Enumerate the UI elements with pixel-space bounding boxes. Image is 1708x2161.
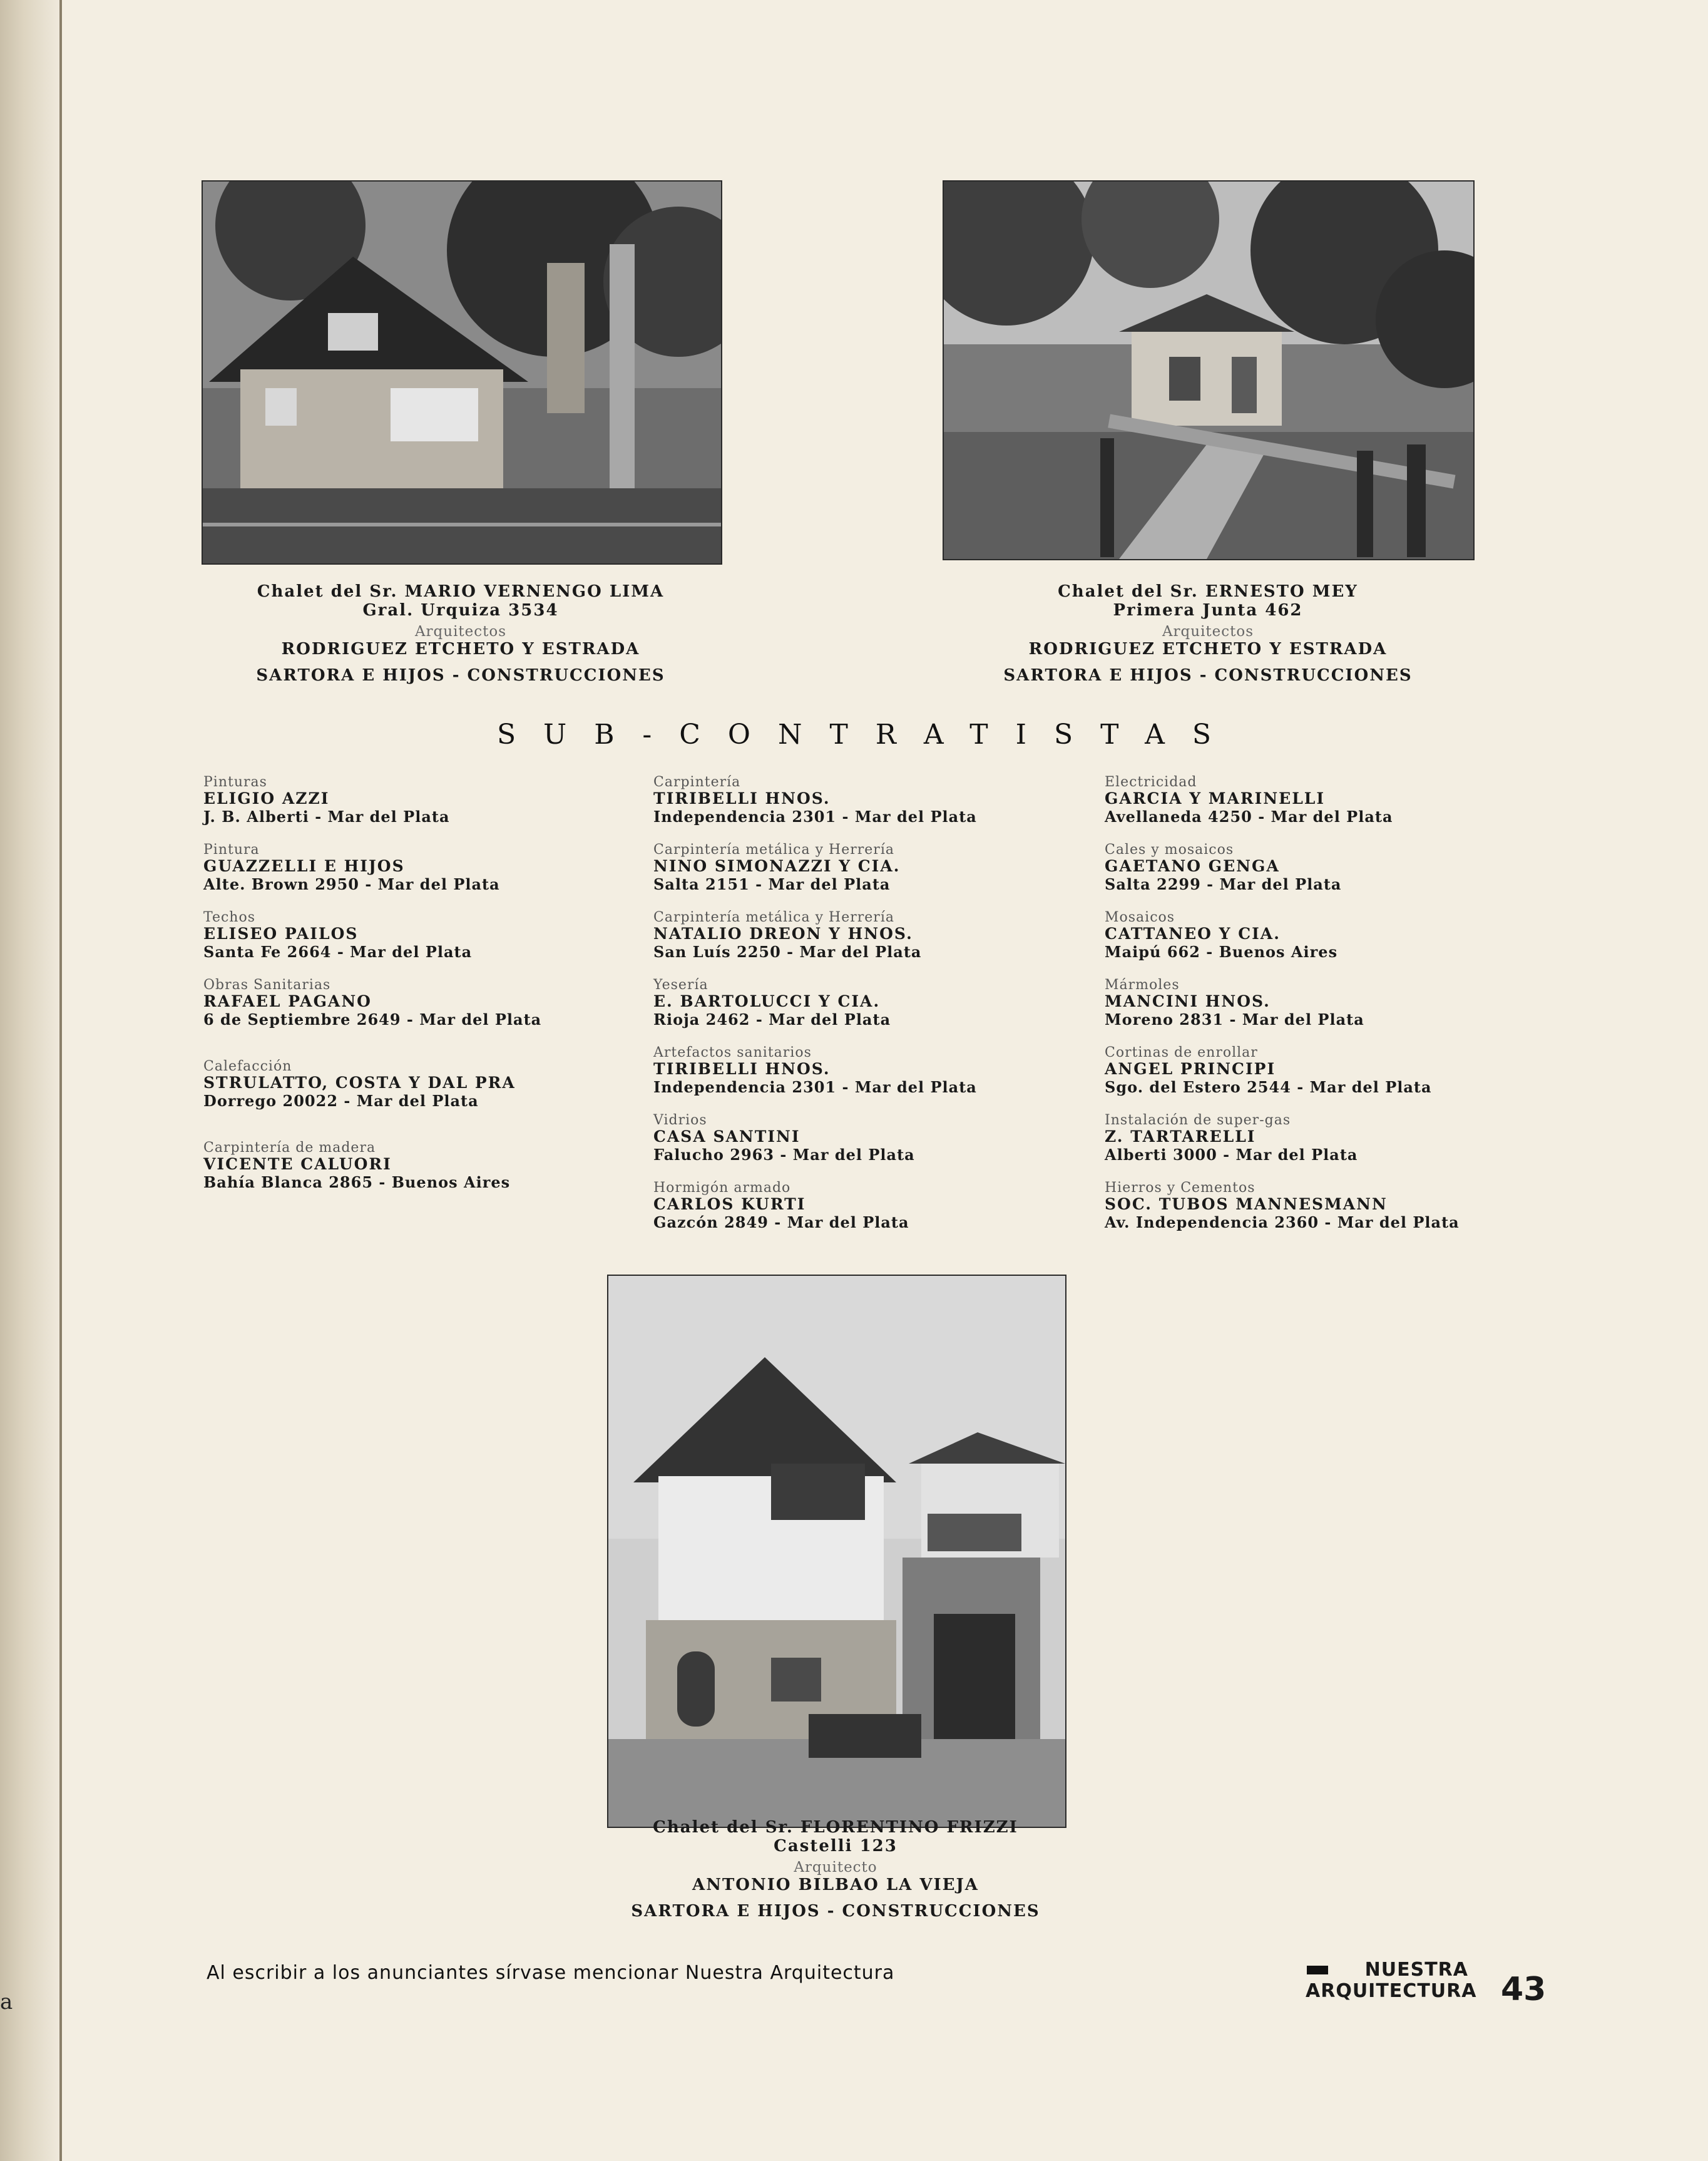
company-name: GARCIA Y MARINELLI [1105,789,1326,808]
company-name: GUAZZELLI E HIJOS [203,857,405,875]
trade-category: Vidrios [653,1112,707,1128]
subcontractor-entry [653,978,1079,1045]
company-address: Santa Fe 2664 - Mar del Plata [203,943,473,961]
company-name: ELISEO PAILOS [203,925,359,943]
architect-role: Arquitectos [1162,624,1254,640]
photo-chalet-frizzi [607,1275,1066,1828]
photo-chalet-vernengo [202,180,722,565]
subcontractor-entry [1105,910,1530,978]
company-address: Maipú 662 - Buenos Aires [1105,943,1338,961]
subcontractor-entry [653,1113,1079,1181]
company-name: SOC. TUBOS MANNESMANN [1105,1195,1388,1213]
architect-firm: RODRIGUEZ ETCHETO Y ESTRADA [1028,640,1388,659]
company-name: NINO SIMONAZZI Y CIA. [653,857,901,875]
brand-line-1: NUESTRA [1364,1959,1468,1981]
trade-category: Carpintería metálica y Herrería [653,842,894,858]
subcontractor-entry [1105,1113,1530,1181]
trade-category: Carpintería metálica y Herrería [653,910,894,925]
trade-category: Techos [203,910,256,925]
company-name: RAFAEL PAGANO [203,992,372,1010]
company-address: Alberti 3000 - Mar del Plata [1105,1146,1358,1164]
caption-chalet-vernengo [210,582,711,685]
trade-category: Cales y mosaicos [1105,842,1234,858]
advertiser-note: Al escribir a los anunciantes sírvase mencionar Nuestra Arquitectura [207,1962,895,1984]
architect-firm: RODRIGUEZ ETCHETO Y ESTRADA [281,640,640,659]
company-address: Dorrego 20022 - Mar del Plata [203,1092,479,1110]
brand-line-2: ARQUITECTURA [1306,1980,1477,2002]
company-name: E. BARTOLUCCI Y CIA. [653,992,881,1010]
trade-category: Mosaicos [1105,910,1175,925]
trade-category: Pintura [203,842,260,858]
binding-spine [59,0,62,2161]
subcontractor-entry [1105,1045,1530,1113]
subcontractors-column-2 [653,775,1079,1248]
company-name: VICENTE CALUORI [203,1155,392,1173]
trade-category: Electricidad [1105,774,1197,790]
builder: SARTORA E HIJOS - CONSTRUCCIONES [1003,666,1413,685]
subcontractor-entry [653,1181,1079,1248]
company-address: Gazcón 2849 - Mar del Plata [653,1213,909,1231]
subcontractor-entry [203,1141,629,1208]
company-name: ANGEL PRINCIPI [1105,1060,1276,1078]
trade-category: Carpintería [653,774,741,790]
photo-chalet-mey [943,180,1475,560]
company-address: Rioja 2462 - Mar del Plata [653,1010,891,1029]
company-address: Salta 2151 - Mar del Plata [653,875,891,893]
page-gutter [0,0,59,2161]
company-address: 6 de Septiembre 2649 - Mar del Plata [203,1010,542,1029]
company-address: Moreno 2831 - Mar del Plata [1105,1010,1364,1029]
company-name: CASA SANTINI [653,1127,800,1146]
magazine-brand [1306,1959,1477,2002]
subcontractor-entry [203,775,629,843]
trade-category: Calefacción [203,1059,292,1074]
company-address: San Luís 2250 - Mar del Plata [653,943,922,961]
company-address: Bahía Blanca 2865 - Buenos Aires [203,1173,511,1191]
architect-firm: ANTONIO BILBAO LA VIEJA [692,1876,979,1894]
subcontractor-entry [203,910,629,978]
trade-category: Hormigón armado [653,1180,791,1196]
trade-category: Mármoles [1105,977,1180,993]
trade-category: Carpintería de madera [203,1140,376,1156]
company-address: Independencia 2301 - Mar del Plata [653,1078,977,1096]
subcontractor-entry [653,910,1079,978]
page-number: 43 [1501,1971,1547,2008]
trade-category: Pinturas [203,774,267,790]
subcontractor-entry [1105,1181,1530,1248]
owner-name: Chalet del Sr. ERNESTO MEY [1058,582,1358,601]
company-address: J. B. Alberti - Mar del Plata [203,808,450,826]
architect-role: Arquitectos [414,624,507,640]
company-name: GAETANO GENGA [1105,857,1280,875]
company-address: Av. Independencia 2360 - Mar del Plata [1105,1213,1460,1231]
company-address: Sgo. del Estero 2544 - Mar del Plata [1105,1078,1432,1096]
subcontractor-entry [203,1059,629,1127]
company-address: Independencia 2301 - Mar del Plata [653,808,977,826]
subcontractor-entry [1105,978,1530,1045]
owner-address: Gral. Urquiza 3534 [362,601,559,620]
caption-chalet-mey [958,582,1458,685]
section-title: SUB-CONTRATISTAS [496,719,1239,751]
company-name: CARLOS KURTI [653,1195,806,1213]
owner-name: Chalet del Sr. MARIO VERNENGO LIMA [257,582,665,601]
company-address: Avellaneda 4250 - Mar del Plata [1105,808,1393,826]
company-name: MANCINI HNOS. [1105,992,1271,1010]
caption-chalet-frizzi [585,1818,1086,1921]
subcontractors-column-1 [203,775,629,1208]
owner-name: Chalet del Sr. FLORENTINO FRIZZI [653,1818,1018,1837]
architect-role: Arquitecto [794,1859,877,1876]
company-address: Falucho 2963 - Mar del Plata [653,1146,915,1164]
subcontractor-entry [203,978,629,1045]
trade-category: Instalación de super-gas [1105,1112,1291,1128]
subcontractor-entry [1105,775,1530,843]
company-name: NATALIO DREON Y HNOS. [653,925,913,943]
company-name: CATTANEO Y CIA. [1105,925,1281,943]
company-name: TIRIBELLI HNOS. [653,789,831,808]
trade-category: Hierros y Cementos [1105,1180,1255,1196]
subcontractor-entry [653,775,1079,843]
owner-address: Castelli 123 [774,1837,897,1856]
subcontractors-column-3 [1105,775,1530,1248]
owner-address: Primera Junta 462 [1113,601,1303,620]
company-address: Salta 2299 - Mar del Plata [1105,875,1342,893]
subcontractor-entry [203,843,629,910]
company-address: Alte. Brown 2950 - Mar del Plata [203,875,500,893]
company-name: Z. TARTARELLI [1105,1127,1256,1146]
subcontractor-entry [653,843,1079,910]
trade-category: Artefactos sanitarios [653,1045,812,1060]
subcontractor-entry [1105,843,1530,910]
trade-category: Yesería [653,977,708,993]
trade-category: Obras Sanitarias [203,977,331,993]
company-name: ELIGIO AZZI [203,789,330,808]
trade-category: Cortinas de enrollar [1105,1045,1258,1060]
facing-page-fragment: a [0,1989,13,2015]
builder: SARTORA E HIJOS - CONSTRUCCIONES [256,666,665,685]
company-name: STRULATTO, COSTA Y DAL PRA [203,1074,516,1092]
subcontractor-entry [653,1045,1079,1113]
company-name: TIRIBELLI HNOS. [653,1060,831,1078]
builder: SARTORA E HIJOS - CONSTRUCCIONES [631,1902,1040,1921]
